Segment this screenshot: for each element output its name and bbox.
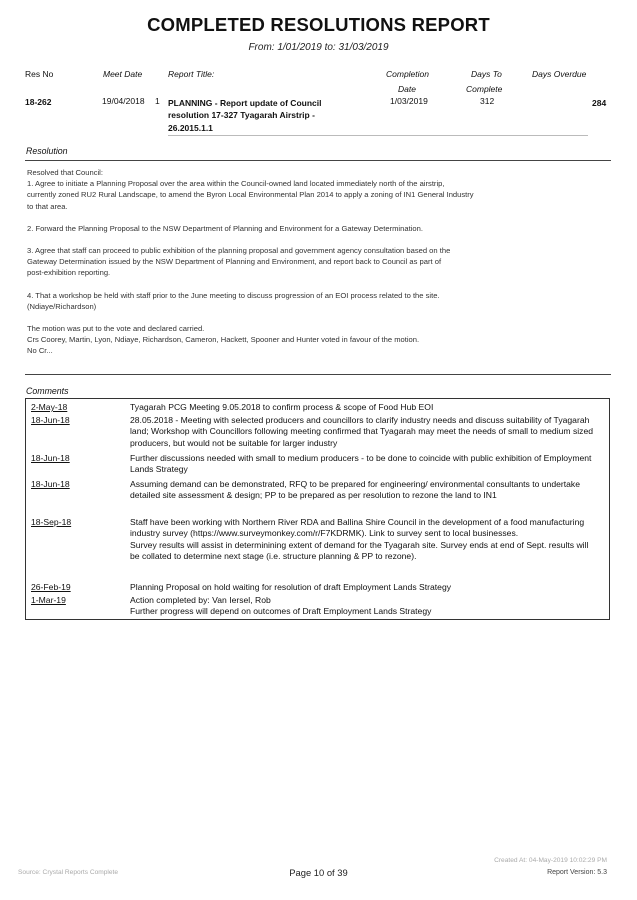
record-days-to-complete: 312	[480, 96, 495, 106]
footer-created-at: Created At: 04-May-2019 10:02:29 PM	[494, 857, 607, 864]
record-completion-date: 1/03/2019	[390, 96, 428, 106]
record-res-no: 18-262	[25, 97, 52, 107]
resolution-line: No Cr...	[27, 346, 53, 356]
record-title-line: 26.2015.1.1	[168, 122, 213, 133]
col-res-no: Res No	[25, 69, 54, 79]
comment-text: Staff have been working with Northern River RDA and Ballina Shire Council in the development of a food manufacturing industry survey (https://www.surveymonkey.com/r/F7KDRMK). Link to survey sent to local businesses. Survey results will assist in determinining extent of demand for the Tyagarah site. Survey ends at end of Sept. results will be collated to determine next stage (i.e. structure planning & PP to rezone).	[130, 517, 589, 561]
col-meet-date: Meet Date	[103, 69, 143, 79]
record-title-line: resolution 17-327 Tyagarah Airstrip -	[168, 110, 315, 121]
resolution-line: The motion was put to the vote and declared carried.	[27, 324, 205, 334]
comment-date: 18-Jun-18	[31, 453, 70, 463]
comment-text: Assuming demand can be demonstrated, RFQ to be prepared for engineering/ environmental consultants to undertake detailed site assessment & design; PP to be prepared as per resolution to rezone the land to IN1	[130, 479, 581, 501]
comment-text: Further discussions needed with small to medium producers - to be done to coincide with public exhibition of Employment Lands Strategy	[130, 453, 592, 475]
comments-heading: Comments	[26, 386, 69, 396]
record-item-number: 1	[155, 96, 160, 106]
comment-date: 1-Mar-19	[31, 595, 66, 605]
comments-table	[25, 398, 610, 620]
comment-date: 18-Jun-18	[31, 415, 70, 425]
resolution-line: Crs Coorey, Martin, Lyon, Ndiaye, Richardson, Cameron, Hackett, Spooner and Hunter voted in favour of the motion.	[27, 335, 420, 345]
resolution-heading: Resolution	[26, 146, 68, 156]
comment-date: 26-Feb-19	[31, 582, 71, 592]
resolution-line: 1. Agree to initiate a Planning Proposal over the area within the Council-owned land located immediately north of the airstrip,	[27, 179, 445, 189]
col-days-to-2: Complete	[466, 84, 503, 94]
resolution-text	[27, 167, 607, 357]
footer-source: Source: Crystal Reports Complete	[18, 869, 119, 876]
col-days-to-1: Days To	[471, 69, 502, 79]
resolution-line: currently zoned RU2 Rural Landscape, to amend the Byron Local Environmental Plan 2014 to apply a zoning of IN1 General Industry	[27, 190, 474, 200]
resolution-line: to that area.	[27, 201, 68, 211]
resolution-line: (Ndiaye/Richardson)	[27, 301, 97, 311]
comment-text: Action completed by: Van Iersel, Rob Further progress will depend on outcomes of Draft Employment Lands Strategy	[130, 595, 432, 617]
col-days-overdue: Days Overdue	[532, 69, 587, 79]
comment-text: Planning Proposal on hold waiting for resolution of draft Employment Lands Strategy	[130, 582, 452, 592]
footer-report-version: Report Version: 5.3	[547, 869, 607, 876]
col-report-title: Report Title:	[168, 69, 215, 79]
divider	[168, 135, 588, 136]
comment-date: 18-Sep-18	[31, 517, 72, 527]
resolution-line: 4. That a workshop be held with staff prior to the June meeting to discuss progression of an EOI process related to the site.	[27, 290, 440, 300]
record-meet-date: 19/04/2018	[102, 96, 145, 106]
resolution-line: 2. Forward the Planning Proposal to the NSW Department of Planning and Environment for a Gateway Determination.	[27, 223, 423, 233]
resolution-line: 3. Agree that staff can proceed to public exhibition of the planning proposal and government agency consultation based on the	[27, 246, 451, 256]
comment-date: 2-May-18	[31, 402, 68, 412]
divider	[25, 374, 611, 375]
resolution-line: post-exhibition reporting.	[27, 268, 111, 278]
col-completion-2: Date	[398, 84, 416, 94]
comment-text: 28.05.2018 - Meeting with selected producers and councillors to clarify industry needs and discuss suitability of Tyagarah land; Workshop with Councillors following meeting confirmed that Tyagarah may meet the needs of small to medium sized producers, but would not be suitable for larger industry	[130, 415, 594, 448]
comment-date: 18-Jun-18	[31, 479, 70, 489]
record-days-overdue: 284	[592, 98, 607, 108]
footer-page-number: Page 10 of 39	[289, 867, 348, 878]
report-date-range: From: 1/01/2019 to: 31/03/2019	[248, 42, 389, 53]
resolution-line: Gateway Determination issued by the NSW Department of Planning and Environment, and report back to Council as part of	[27, 257, 442, 267]
resolution-line: Resolved that Council:	[27, 168, 103, 177]
report-title: COMPLETED RESOLUTIONS REPORT	[147, 14, 490, 35]
col-completion-1: Completion	[386, 69, 429, 79]
record-title-line: PLANNING - Report update of Council	[168, 98, 322, 108]
comment-text: Tyagarah PCG Meeting 9.05.2018 to confirm process & scope of Food Hub EOI	[130, 402, 434, 412]
divider	[25, 160, 611, 161]
record-report-title	[168, 97, 321, 134]
